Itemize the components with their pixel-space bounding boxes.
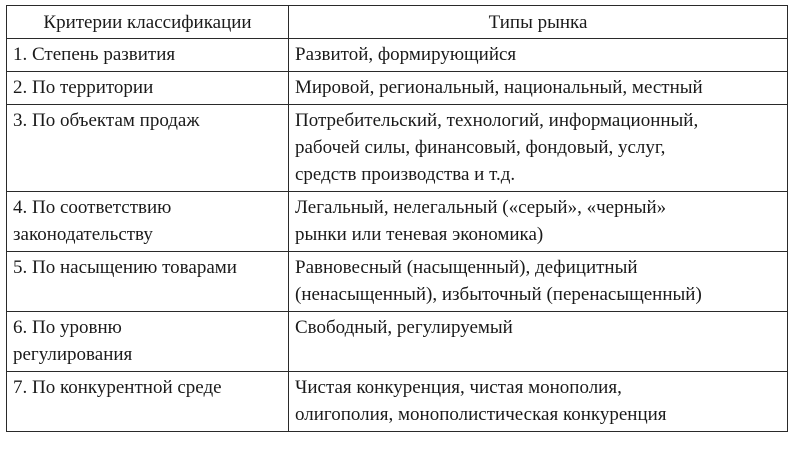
criterion-cell <box>7 252 289 312</box>
criterion-line: 4. По соответствию <box>13 197 172 218</box>
types-line: Чистая конкуренция, чистая монополия, <box>295 377 622 398</box>
types-line: рабочей силы, финансовый, фондовый, услуг, <box>295 137 666 158</box>
criterion-cell <box>7 39 289 72</box>
criterion-line: регулирования <box>13 344 133 365</box>
criterion-line: 7. По конкурентной среде <box>13 377 222 398</box>
header-criteria: Критерии классификации <box>7 6 289 39</box>
types-cell <box>289 312 788 372</box>
types-line: рынки или теневая экономика) <box>295 224 544 245</box>
types-line: средств производства и т.д. <box>295 164 516 185</box>
criterion-cell <box>7 372 289 432</box>
types-line: (ненасыщенный), избыточный (перенасыщенный) <box>295 284 702 305</box>
types-line: Свободный, регулируемый <box>295 317 513 338</box>
table-row <box>7 192 788 252</box>
criterion-line: 6. По уровню <box>13 317 122 338</box>
criterion-line: 1. Степень развития <box>13 44 176 65</box>
table-row <box>7 72 788 105</box>
types-cell <box>289 252 788 312</box>
types-line: Равновесный (насыщенный), дефицитный <box>295 257 638 278</box>
criterion-cell <box>7 312 289 372</box>
types-cell <box>289 105 788 192</box>
table-row <box>7 252 788 312</box>
table-row <box>7 312 788 372</box>
types-line: Развитой, формирующийся <box>295 44 517 65</box>
market-classification-table <box>6 5 788 432</box>
criterion-line: 5. По насыщению товарами <box>13 257 237 278</box>
types-cell <box>289 372 788 432</box>
criterion-cell <box>7 192 289 252</box>
criterion-line: 3. По объектам продаж <box>13 110 200 131</box>
types-cell <box>289 72 788 105</box>
types-cell <box>289 192 788 252</box>
types-cell <box>289 39 788 72</box>
types-line: Легальный, нелегальный («серый», «черный» <box>295 197 667 218</box>
criterion-line: 2. По территории <box>13 77 154 98</box>
types-line: Потребительский, технологий, информационный, <box>295 110 699 131</box>
types-line: олигополия, монополистическая конкуренция <box>295 404 667 425</box>
table-row <box>7 372 788 432</box>
criterion-cell <box>7 72 289 105</box>
types-line: Мировой, региональный, национальный, местный <box>295 77 703 98</box>
criterion-line: законодательству <box>13 224 153 245</box>
header-market-types: Типы рынка <box>289 6 788 39</box>
table-row <box>7 39 788 72</box>
criterion-cell <box>7 105 289 192</box>
table-row <box>7 105 788 192</box>
header-row <box>7 6 788 39</box>
